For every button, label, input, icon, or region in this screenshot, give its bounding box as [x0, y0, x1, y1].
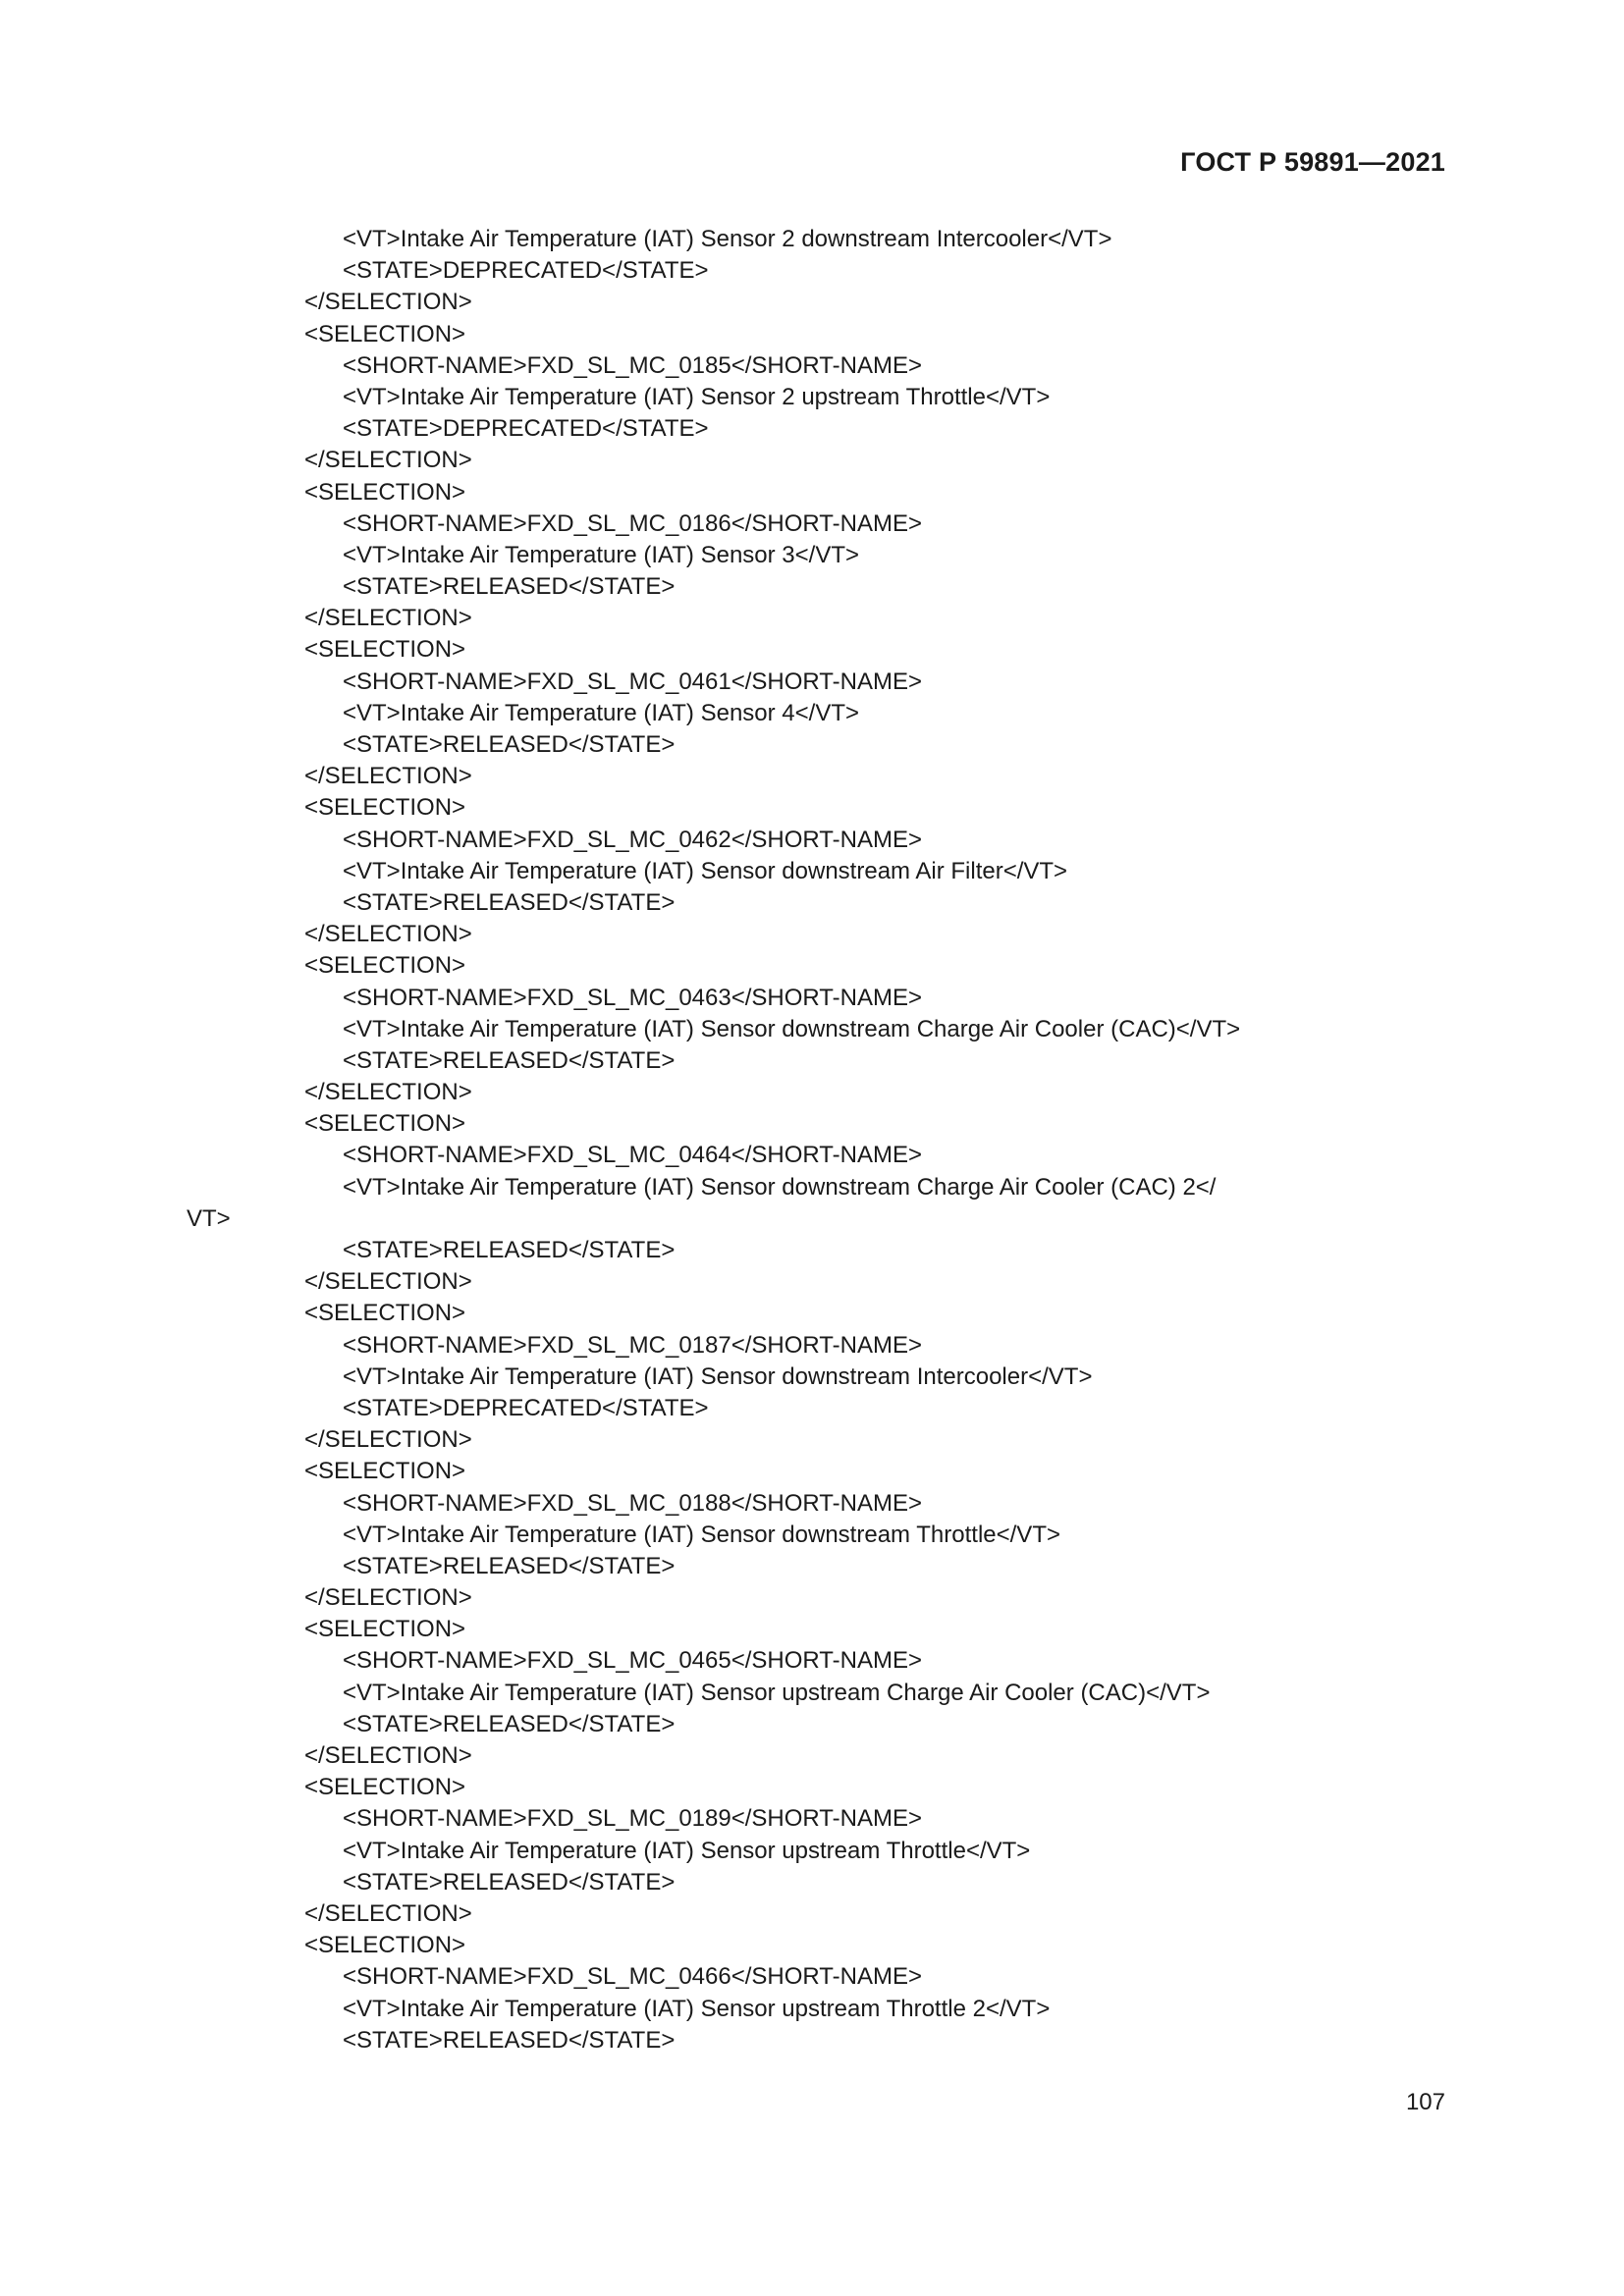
code-line: <SELECTION>: [304, 1300, 466, 1327]
code-line: <VT>Intake Air Temperature (IAT) Sensor 4</VT>: [343, 699, 860, 726]
code-line: </SELECTION>: [304, 921, 472, 948]
code-line: [0, 2056, 1624, 2088]
code-line: <VT>Intake Air Temperature (IAT) Sensor downstream Charge Air Cooler (CAC)</VT>: [343, 1015, 1241, 1042]
code-line: <SELECTION>: [304, 478, 466, 506]
code-line: <SHORT-NAME>FXD_SL_MC_0186</SHORT-NAME>: [343, 509, 922, 537]
code-line: <SHORT-NAME>FXD_SL_MC_0463</SHORT-NAME>: [343, 984, 922, 1011]
code-line: <SELECTION>: [304, 1932, 466, 1959]
code-line: <SHORT-NAME>FXD_SL_MC_0462</SHORT-NAME>: [343, 826, 922, 853]
code-line: </SELECTION>: [304, 1899, 472, 1927]
code-line: <SHORT-NAME>FXD_SL_MC_0185</SHORT-NAME>: [343, 351, 922, 379]
code-line: <VT>Intake Air Temperature (IAT) Sensor upstream Throttle 2</VT>: [343, 1995, 1051, 2022]
code-line: </SELECTION>: [304, 1079, 472, 1106]
code-line: <SHORT-NAME>FXD_SL_MC_0188</SHORT-NAME>: [343, 1489, 922, 1517]
page-number: 107: [1405, 2089, 1445, 2115]
code-line: <SHORT-NAME>FXD_SL_MC_0187</SHORT-NAME>: [343, 1331, 922, 1359]
code-line: <STATE>RELEASED</STATE>: [343, 2026, 676, 2054]
code-line: <STATE>RELEASED</STATE>: [343, 573, 676, 601]
code-line: <SELECTION>: [304, 1774, 466, 1801]
code-line: <SHORT-NAME>FXD_SL_MC_0464</SHORT-NAME>: [343, 1142, 922, 1169]
code-line: </SELECTION>: [304, 1742, 472, 1769]
code-line: <SHORT-NAME>FXD_SL_MC_0461</SHORT-NAME>: [343, 667, 922, 695]
code-line: <STATE>DEPRECATED</STATE>: [343, 257, 709, 285]
code-line: <VT>Intake Air Temperature (IAT) Sensor 2 upstream Throttle</VT>: [343, 383, 1051, 410]
code-line: <SELECTION>: [304, 636, 466, 664]
code-line: <VT>Intake Air Temperature (IAT) Sensor downstream Throttle</VT>: [343, 1521, 1060, 1548]
code-line: <SELECTION>: [304, 794, 466, 822]
xml-listing: [0, 224, 1624, 2088]
code-line: <VT>Intake Air Temperature (IAT) Sensor downstream Charge Air Cooler (CAC) 2</: [343, 1173, 1217, 1201]
code-line: <SHORT-NAME>FXD_SL_MC_0466</SHORT-NAME>: [343, 1963, 922, 1991]
code-line: <SELECTION>: [304, 1458, 466, 1485]
code-line: <SHORT-NAME>FXD_SL_MC_0465</SHORT-NAME>: [343, 1647, 922, 1675]
code-line: <SHORT-NAME>FXD_SL_MC_0189</SHORT-NAME>: [343, 1805, 922, 1833]
code-line: <STATE>DEPRECATED</STATE>: [343, 1394, 709, 1421]
code-line: </SELECTION>: [304, 1584, 472, 1612]
code-line: <VT>Intake Air Temperature (IAT) Sensor downstream Air Filter</VT>: [343, 857, 1068, 884]
code-line: <STATE>RELEASED</STATE>: [343, 1868, 676, 1896]
code-line: <SELECTION>: [304, 952, 466, 980]
code-line: <SELECTION>: [304, 320, 466, 347]
code-line: <STATE>RELEASED</STATE>: [343, 888, 676, 916]
code-line: <VT>Intake Air Temperature (IAT) Sensor downstream Intercooler</VT>: [343, 1362, 1093, 1390]
code-line: <STATE>RELEASED</STATE>: [343, 731, 676, 758]
code-line: <VT>Intake Air Temperature (IAT) Sensor 2 downstream Intercooler</VT>: [343, 226, 1112, 252]
code-line: <VT>Intake Air Temperature (IAT) Sensor upstream Charge Air Cooler (CAC)</VT>: [343, 1679, 1211, 1706]
code-line: <SELECTION>: [304, 1110, 466, 1138]
code-line: </SELECTION>: [304, 763, 472, 790]
code-line: </SELECTION>: [304, 1268, 472, 1296]
code-line: </SELECTION>: [304, 1426, 472, 1454]
code-line: <STATE>RELEASED</STATE>: [343, 1237, 676, 1263]
code-line: <VT>Intake Air Temperature (IAT) Sensor 3</VT>: [343, 541, 860, 568]
code-line: <VT>Intake Air Temperature (IAT) Sensor upstream Throttle</VT>: [343, 1837, 1031, 1864]
code-line: <STATE>RELEASED</STATE>: [343, 1710, 676, 1737]
code-line: <STATE>DEPRECATED</STATE>: [343, 415, 709, 443]
code-line: </SELECTION>: [304, 289, 472, 316]
code-line: <STATE>RELEASED</STATE>: [343, 1046, 676, 1074]
code-line: <SELECTION>: [304, 1616, 466, 1643]
code-line: <STATE>RELEASED</STATE>: [343, 1552, 676, 1579]
code-line: </SELECTION>: [304, 605, 472, 632]
code-line: VT>: [187, 1204, 231, 1232]
document-standard-code: ГОСТ Р 59891—2021: [1180, 147, 1445, 177]
code-line: </SELECTION>: [304, 447, 472, 474]
